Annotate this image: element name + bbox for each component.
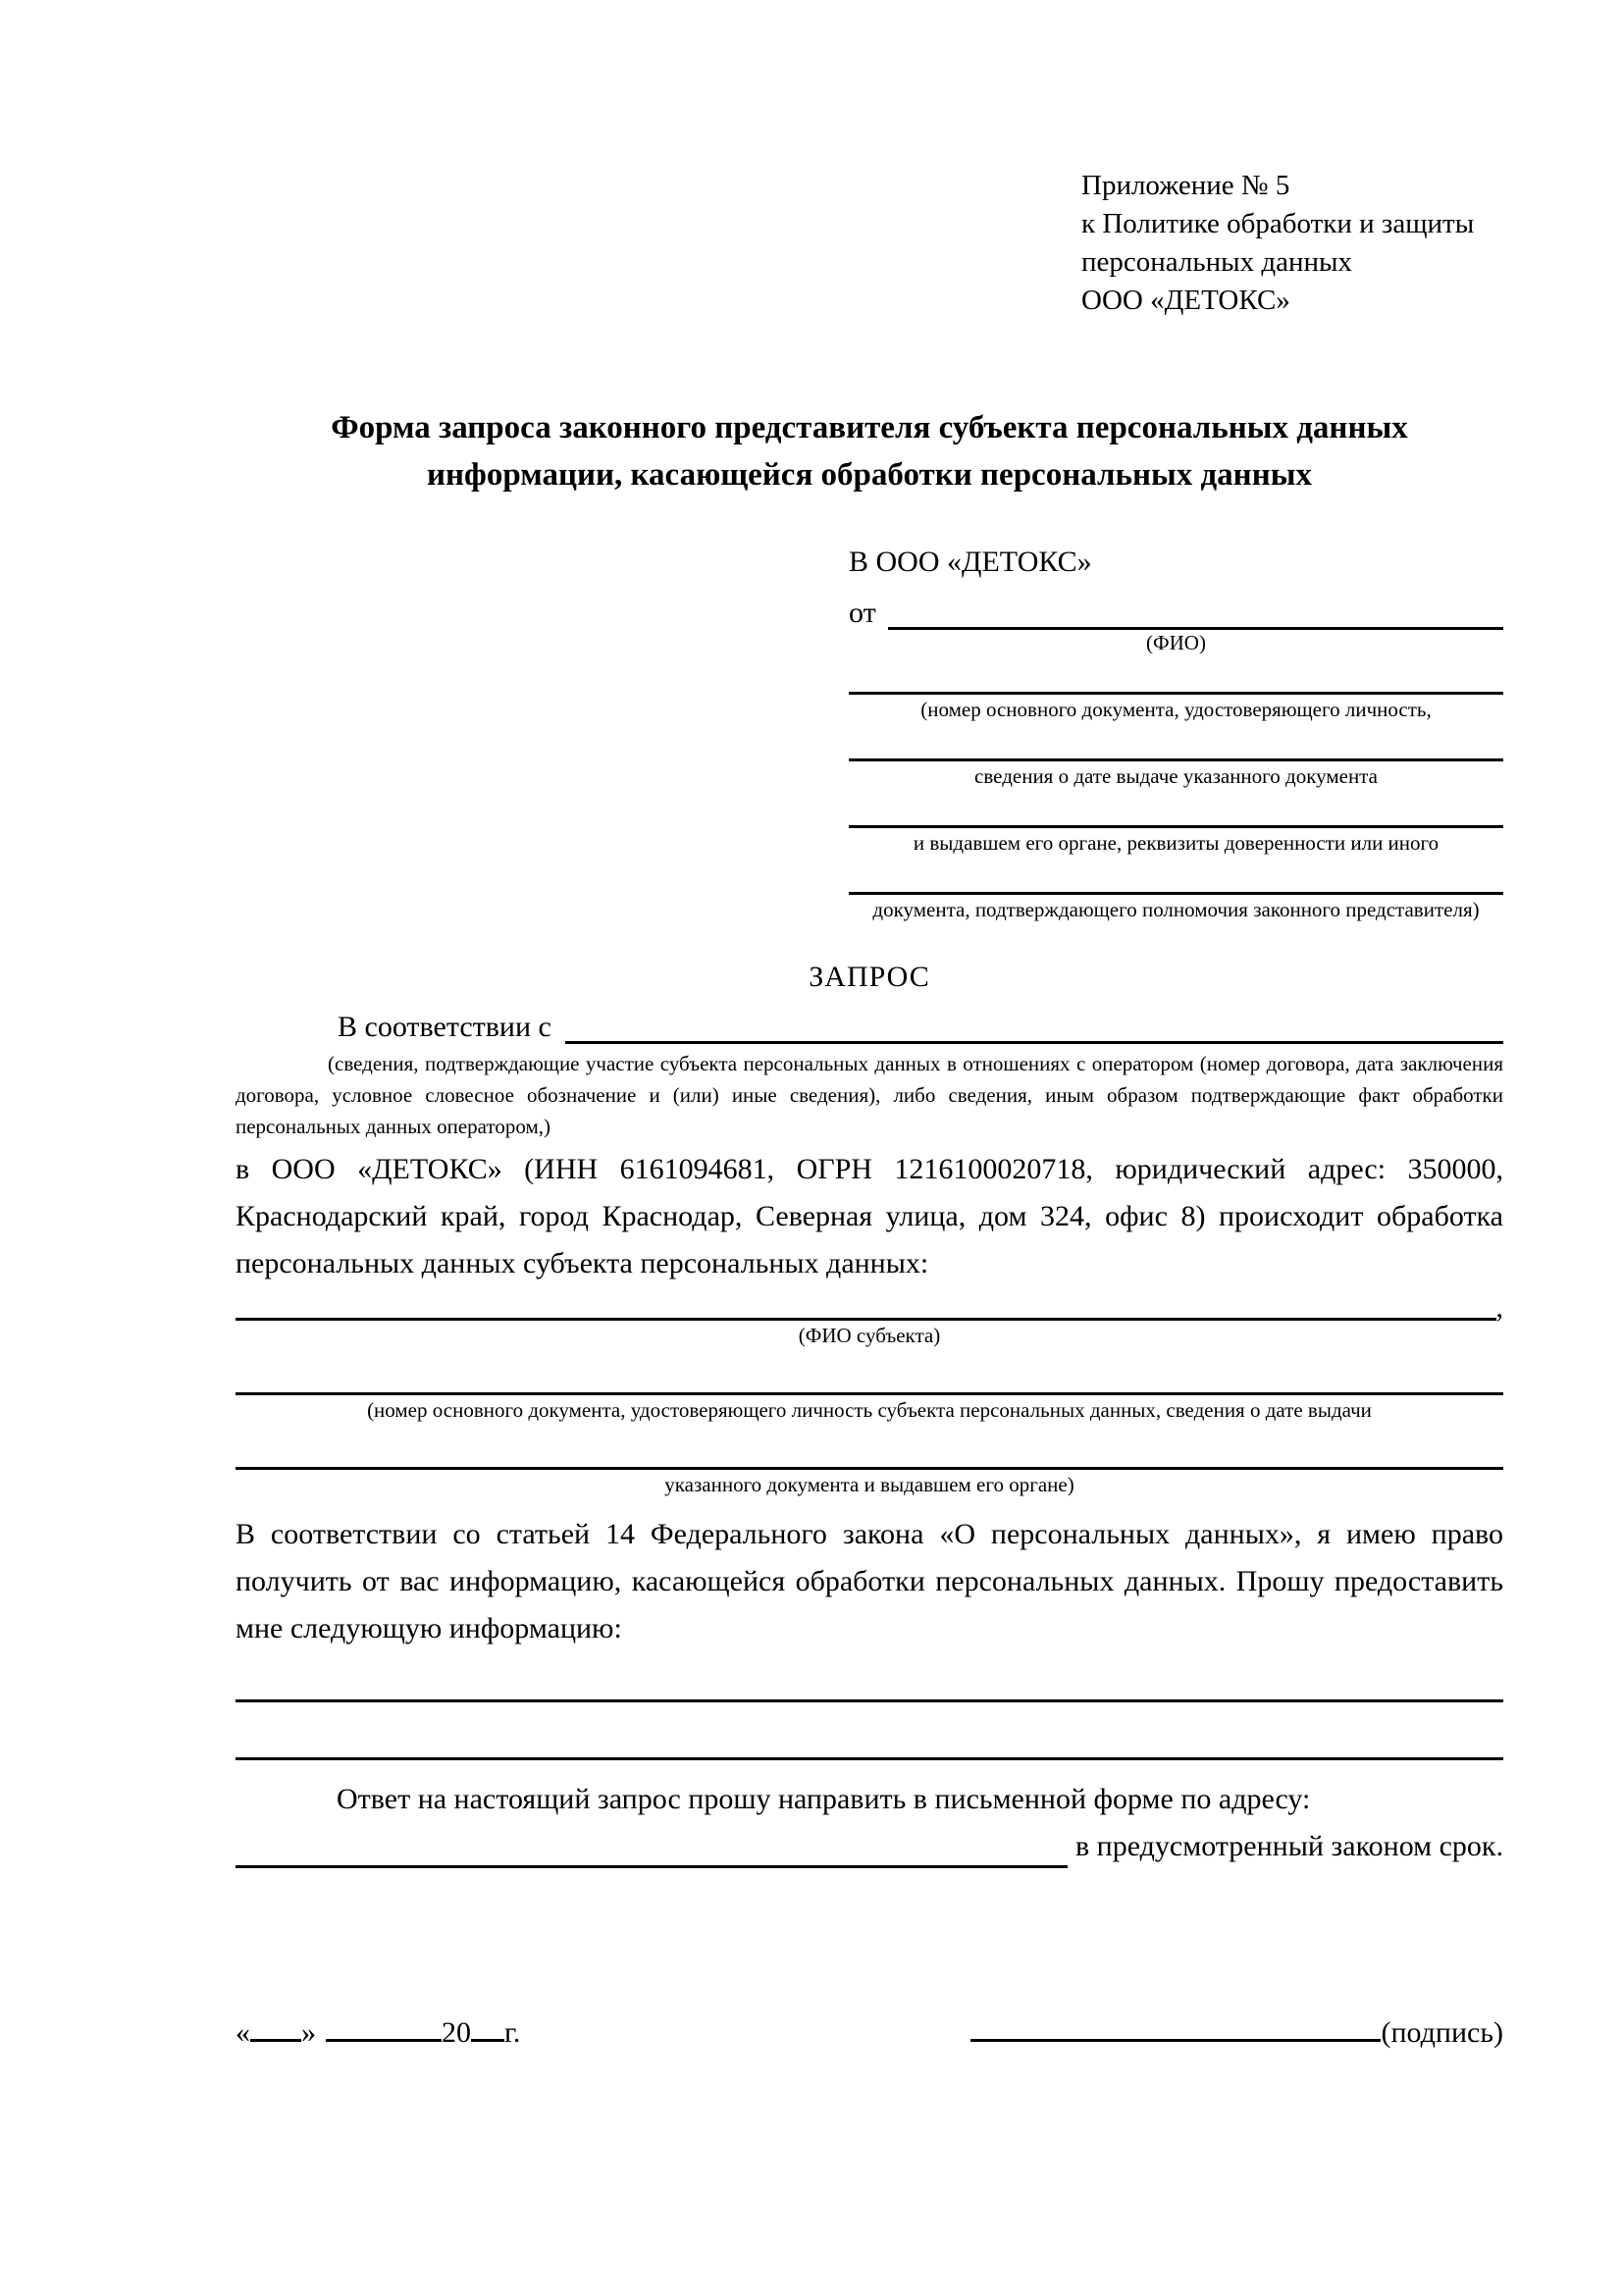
- appendix-line-1: Приложение № 5: [1081, 170, 1290, 201]
- basis-field-line[interactable]: [565, 1001, 1503, 1044]
- subject-fio-caption: (ФИО субъекта): [798, 1324, 941, 1347]
- info-field-line-2[interactable]: [236, 1757, 1503, 1760]
- signature-caption: (подпись): [1381, 2016, 1503, 2049]
- appendix-line-2: к Политике обработки и защиты: [1081, 208, 1475, 239]
- fio-caption: (ФИО): [1146, 631, 1206, 654]
- applicant-doc-field-line-2[interactable]: [849, 722, 1503, 761]
- appendix-header: [1081, 167, 1503, 320]
- applicant-doc-caption-1: (номер основного документа, удостоверяющего личность,: [920, 698, 1432, 721]
- day-field-line[interactable]: [250, 2014, 301, 2042]
- year-suffix: г.: [504, 2016, 521, 2049]
- date-field: [236, 2013, 520, 2053]
- applicant-doc-caption-3: и выдавшем его органе, реквизиты доверенности или иного: [913, 831, 1440, 855]
- operator-paragraph: в ООО «ДЕТОКС» (ИНН 6161094681, ОГРН 1216100020718, юридический адрес: 350000, Краснодарский край, город Краснодар, Северная улица, дом 324, офис 8) происходит обработка персональных данных субъекта персональных данных:: [236, 1153, 1503, 1279]
- subject-name-field-line[interactable]: [236, 1289, 1496, 1321]
- basis-note: (сведения, подтверждающие участие субъекта персональных данных в отношениях с оператором (номер договора, дата заключения договора, условное словесное обозначение и (или) иные сведения), либо сведения, иным образом подтверждающие факт обработки персональных данных оператором,): [236, 1052, 1503, 1138]
- subject-doc-field-line-1[interactable]: [236, 1368, 1503, 1395]
- day-quote-open: «: [236, 2016, 250, 2049]
- answer-paragraph: Ответ на настоящий запрос прошу направить в письменной форме по адресу:: [337, 1783, 1311, 1815]
- applicant-doc-field-3: [849, 789, 1503, 856]
- subject-name-row: [236, 1289, 1503, 1324]
- year-prefix: 20: [442, 2016, 471, 2049]
- applicant-doc-caption-4: документа, подтверждающего полномочия законного представителя): [872, 898, 1480, 921]
- month-field-line[interactable]: [326, 2014, 442, 2042]
- law-paragraph: В соответствии со статьей 14 Федерального закона «О персональных данных», я имею право получить от вас информацию, касающейся обработки персональных данных. Прошу предоставить мне следующую информацию:: [236, 1518, 1503, 1644]
- from-row: [849, 585, 1503, 630]
- applicant-doc-field-line-1[interactable]: [849, 655, 1503, 695]
- applicant-doc-field-1: [849, 655, 1503, 722]
- signature-field: [970, 2013, 1503, 2053]
- footer-row: [236, 2013, 1503, 2053]
- basis-label: В соответствии с: [338, 1011, 551, 1043]
- year-field-line[interactable]: [471, 2014, 504, 2042]
- page-title: [236, 404, 1503, 498]
- appendix-line-3: персональных данных: [1081, 246, 1353, 278]
- applicant-doc-caption-2: сведения о дате выдаче указанного документа: [974, 764, 1378, 788]
- addressee-block: [849, 540, 1503, 922]
- day-quote-close: »: [301, 2016, 316, 2049]
- answer-address-row: [236, 1825, 1503, 1868]
- applicant-doc-field-2: [849, 722, 1503, 789]
- subject-doc-caption-2: указанного документа и выдавшем его органе): [664, 1473, 1074, 1496]
- page-content: [236, 0, 1503, 2053]
- address-field-line[interactable]: [236, 1825, 1068, 1868]
- appendix-line-4: ООО «ДЕТОКС»: [1081, 285, 1290, 316]
- page-title-line-1: Форма запроса законного представителя субъекта персональных данных: [331, 410, 1408, 445]
- answer-tail: в предусмотренный законом срок.: [1075, 1830, 1503, 1862]
- applicant-doc-field-4: [849, 856, 1503, 922]
- page-title-line-2: информации, касающейся обработки персональных данных: [427, 457, 1312, 493]
- applicant-doc-field-line-4[interactable]: [849, 856, 1503, 895]
- applicant-name-field-line[interactable]: [888, 585, 1503, 630]
- applicant-doc-field-line-3[interactable]: [849, 789, 1503, 828]
- subject-trailing-comma: ,: [1495, 1291, 1503, 1324]
- subject-doc-field-line-2[interactable]: [236, 1442, 1503, 1470]
- recipient-line: В ООО «ДЕТОКС»: [849, 546, 1092, 578]
- from-label: от: [849, 597, 876, 629]
- signature-field-line[interactable]: [970, 2014, 1381, 2042]
- subject-doc-caption-1: (номер основного документа, удостоверяющего личность субъекта персональных данных, сведения о дате выдачи: [367, 1398, 1372, 1422]
- info-field-line-1[interactable]: [236, 1699, 1503, 1702]
- request-heading: ЗАПРОС: [809, 961, 930, 993]
- basis-row: [236, 1001, 1503, 1044]
